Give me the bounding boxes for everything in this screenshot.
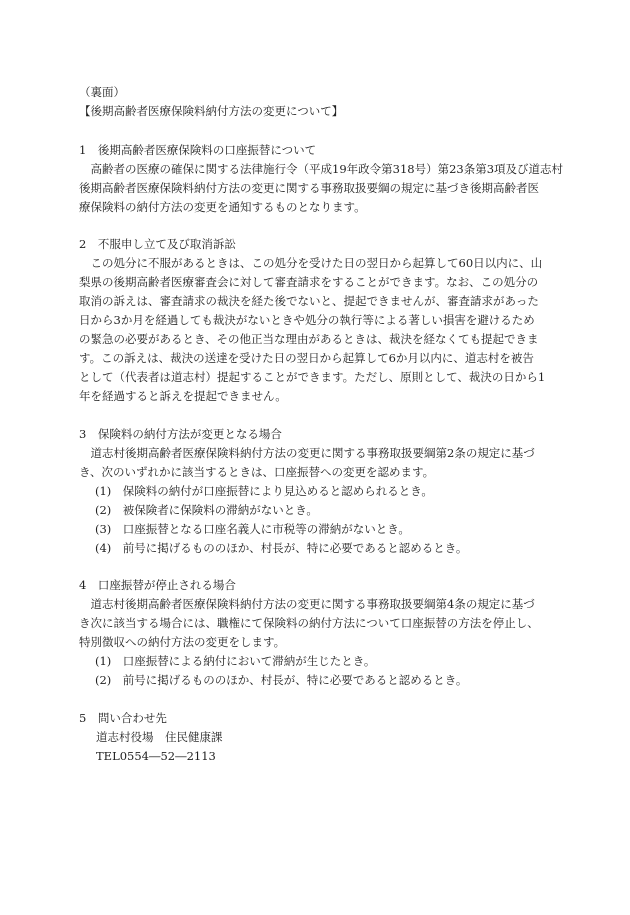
section-2-heading: 2 不服申し立て及び取消訴訟: [79, 237, 236, 251]
section-3-item: (3) 口座振替となる口座名義人に市税等の滞納がないとき。: [95, 522, 410, 536]
document-title: 【後期高齢者医療保険料納付方法の変更について】: [79, 104, 344, 118]
section-3-item: (4) 前号に掲げるもののほか、村長が、特に必要であると認めるとき。: [95, 541, 468, 555]
section-2-line: 梨県の後期高齢者医療審査会に対して審査請求をすることができます。なお、この処分の: [79, 275, 539, 289]
section-3-line: き、次のいずれかに該当するときは、口座振替への変更を認めます。: [79, 465, 435, 479]
section-2-line: の緊急の必要があるとき、その他正当な理由があるときは、裁決を経なくても提起できま: [79, 332, 539, 346]
section-1-line: 後期高齢者医療保険料納付方法の変更に関する事務取扱要綱の規定に基づき後期高齢者医: [79, 181, 539, 195]
section-3-item: (2) 被保険者に保険料の滞納がないとき。: [95, 503, 318, 517]
section-2-line: 日から3か月を経過しても裁決がないときや処分の執行等による著しい損害を避けるため: [79, 313, 535, 327]
section-3-item: (1) 保険料の納付が口座振替により見込めると認められるとき。: [95, 484, 433, 498]
section-4-item: (1) 口座振替による納付において滞納が生じたとき。: [95, 654, 376, 668]
section-4-heading: 4 口座振替が停止される場合: [79, 578, 236, 592]
section-1-heading: 1 後期高齢者医療保険料の口座振替について: [79, 143, 317, 157]
back-label: （裏面）: [79, 85, 125, 99]
section-2-line: として（代表者は道志村）提起することができます。ただし、原則として、裁決の日から1: [79, 370, 546, 384]
section-4-line: 特別徴収への納付方法の変更をします。: [79, 635, 286, 649]
section-1-line: 高齢者の医療の確保に関する法律施行令（平成19年政令第318号）第23条第3項及び道志村: [79, 162, 564, 176]
section-2-line: す。この訴えは、裁決の送達を受けた日の翌日から起算して6か月以内に、道志村を被告: [79, 351, 534, 365]
section-3-line: 道志村後期高齢者医療保険料納付方法の変更に関する事務取扱要綱第2条の規定に基づ: [79, 446, 535, 460]
section-2-line: 取消の訴えは、審査請求の裁決を経た後でないと、提起できませんが、審査請求があった: [79, 294, 539, 308]
section-1-line: 療保険料の納付方法の変更を通知するものとなります。: [79, 200, 366, 214]
section-3-heading: 3 保険料の納付方法が変更となる場合: [79, 427, 282, 441]
section-4-line: 道志村後期高齢者医療保険料納付方法の変更に関する事務取扱要綱第4条の規定に基づ: [79, 597, 535, 611]
contact-office: 道志村役場 住民健康課: [96, 730, 223, 744]
section-4-item: (2) 前号に掲げるもののほか、村長が、特に必要であると認めるとき。: [95, 673, 468, 687]
section-2-line: この処分に不服があるときは、この処分を受けた日の翌日から起算して60日以内に、山: [79, 256, 543, 270]
section-2-line: 年を経過すると訴えを提起できません。: [79, 389, 287, 403]
contact-phone: TEL0554―52―2113: [96, 749, 216, 763]
section-4-line: き次に該当する場合には、職権にて保険料の納付方法について口座振替の方法を停止し、: [79, 616, 539, 630]
section-5-heading: 5 問い合わせ先: [79, 711, 167, 725]
